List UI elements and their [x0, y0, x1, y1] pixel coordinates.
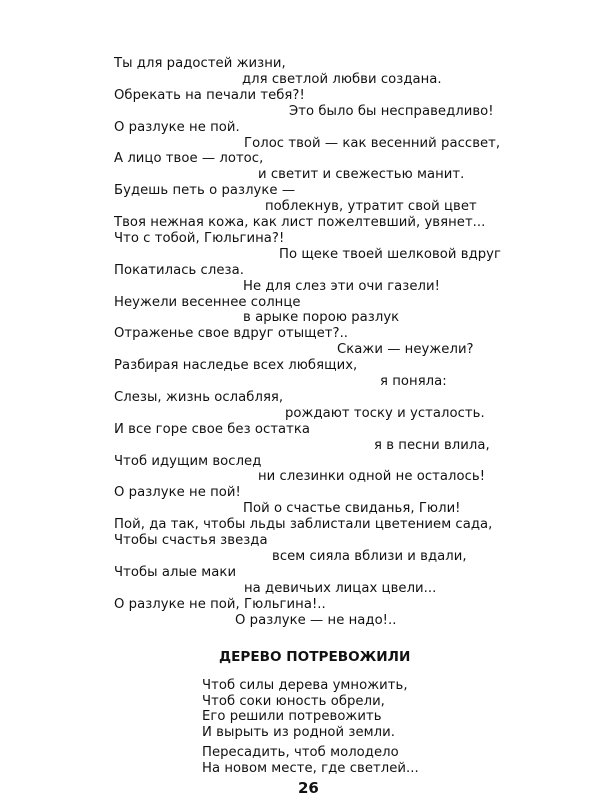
poem-line: Чтоб силы дерева умножить, [202, 678, 408, 694]
poem-line: ни слезинки одной не осталось! [258, 469, 486, 485]
poem-line: Пересадить, чтоб молодело [202, 745, 399, 761]
poem-line: По щеке твоей шелковой вдруг [279, 246, 502, 262]
poem-line: Будешь петь о разлуке — [114, 183, 296, 199]
poem-line: рождают тоску и усталость. [285, 405, 485, 421]
poem-line: Разбирая наследье всех любящих, [114, 358, 358, 374]
poem-line: Чтобы алые маки [114, 564, 237, 580]
poem-line: Пой о счастье свиданья, Гюли! [243, 501, 461, 517]
poem-line: Чтобы счастья звезда [114, 533, 268, 548]
poem-line: О разлуке не пой, Гюльгина!.. [114, 596, 326, 612]
poem-line: на девичьих лицах цвели... [244, 580, 437, 596]
poem-line: И все горе свое без остатка [114, 421, 311, 437]
poem-line: Голос твой — как весенний рассвет, [244, 135, 501, 151]
poem-line: для светлой любви создана. [242, 71, 442, 87]
poem-title: ДЕРЕВО ПОТРЕВОЖИЛИ [219, 649, 411, 666]
poem-line: Неужели весеннее солнце [114, 294, 301, 310]
poem-line: я поняла: [380, 374, 447, 389]
poem-line: Ты для радостей жизни, [114, 56, 286, 71]
poem-line: Обрекать на печали тебя?! [114, 87, 305, 103]
poem-line: Покатилась слеза. [114, 262, 244, 278]
page-number: 26 [298, 779, 319, 798]
poem-line: Пой, да так, чтобы льды заблистали цветением сада, [114, 517, 493, 533]
poem-line: всем сияла вблизи и вдали, [272, 548, 467, 564]
poem-line: я в песни влила, [374, 437, 490, 453]
poem-line: Что с тобой, Гюльгина?! [114, 230, 285, 246]
poem-line: Это было бы несправедливо! [289, 103, 494, 119]
poem-line: О разлуке не пой! [114, 485, 241, 501]
poem-line: и светит и свежестью манит. [258, 167, 465, 183]
poem-line: поблекнув, утратит свой цвет [265, 199, 477, 215]
poem-line: О разлуке не пой. [114, 119, 240, 135]
poem-line: А лицо твое — лотос, [114, 151, 264, 167]
poem-line: Скажи — неужели? [337, 342, 474, 358]
poem-line: Его решили потревожить [202, 709, 382, 725]
poem-line: Чтоб соки юность обрели, [202, 693, 385, 709]
poem-line: Не для слез эти очи газели! [243, 278, 440, 294]
poem-line: О разлуке — не надо!.. [235, 612, 397, 628]
poem-line: На новом месте, где светлей... [202, 760, 419, 776]
poem-line: в арыке порою разлук [243, 310, 400, 326]
poem-line: Слезы, жизнь ослабляя, [114, 389, 284, 405]
poem-line: И вырыть из родной земли. [202, 724, 395, 740]
poem-line: Отраженье свое вдруг отыщет?.. [114, 326, 349, 342]
poem-line: Чтоб идущим вослед [114, 453, 262, 469]
poem-line: Твоя нежная кожа, как лист пожелтевший, увянет... [114, 215, 486, 230]
